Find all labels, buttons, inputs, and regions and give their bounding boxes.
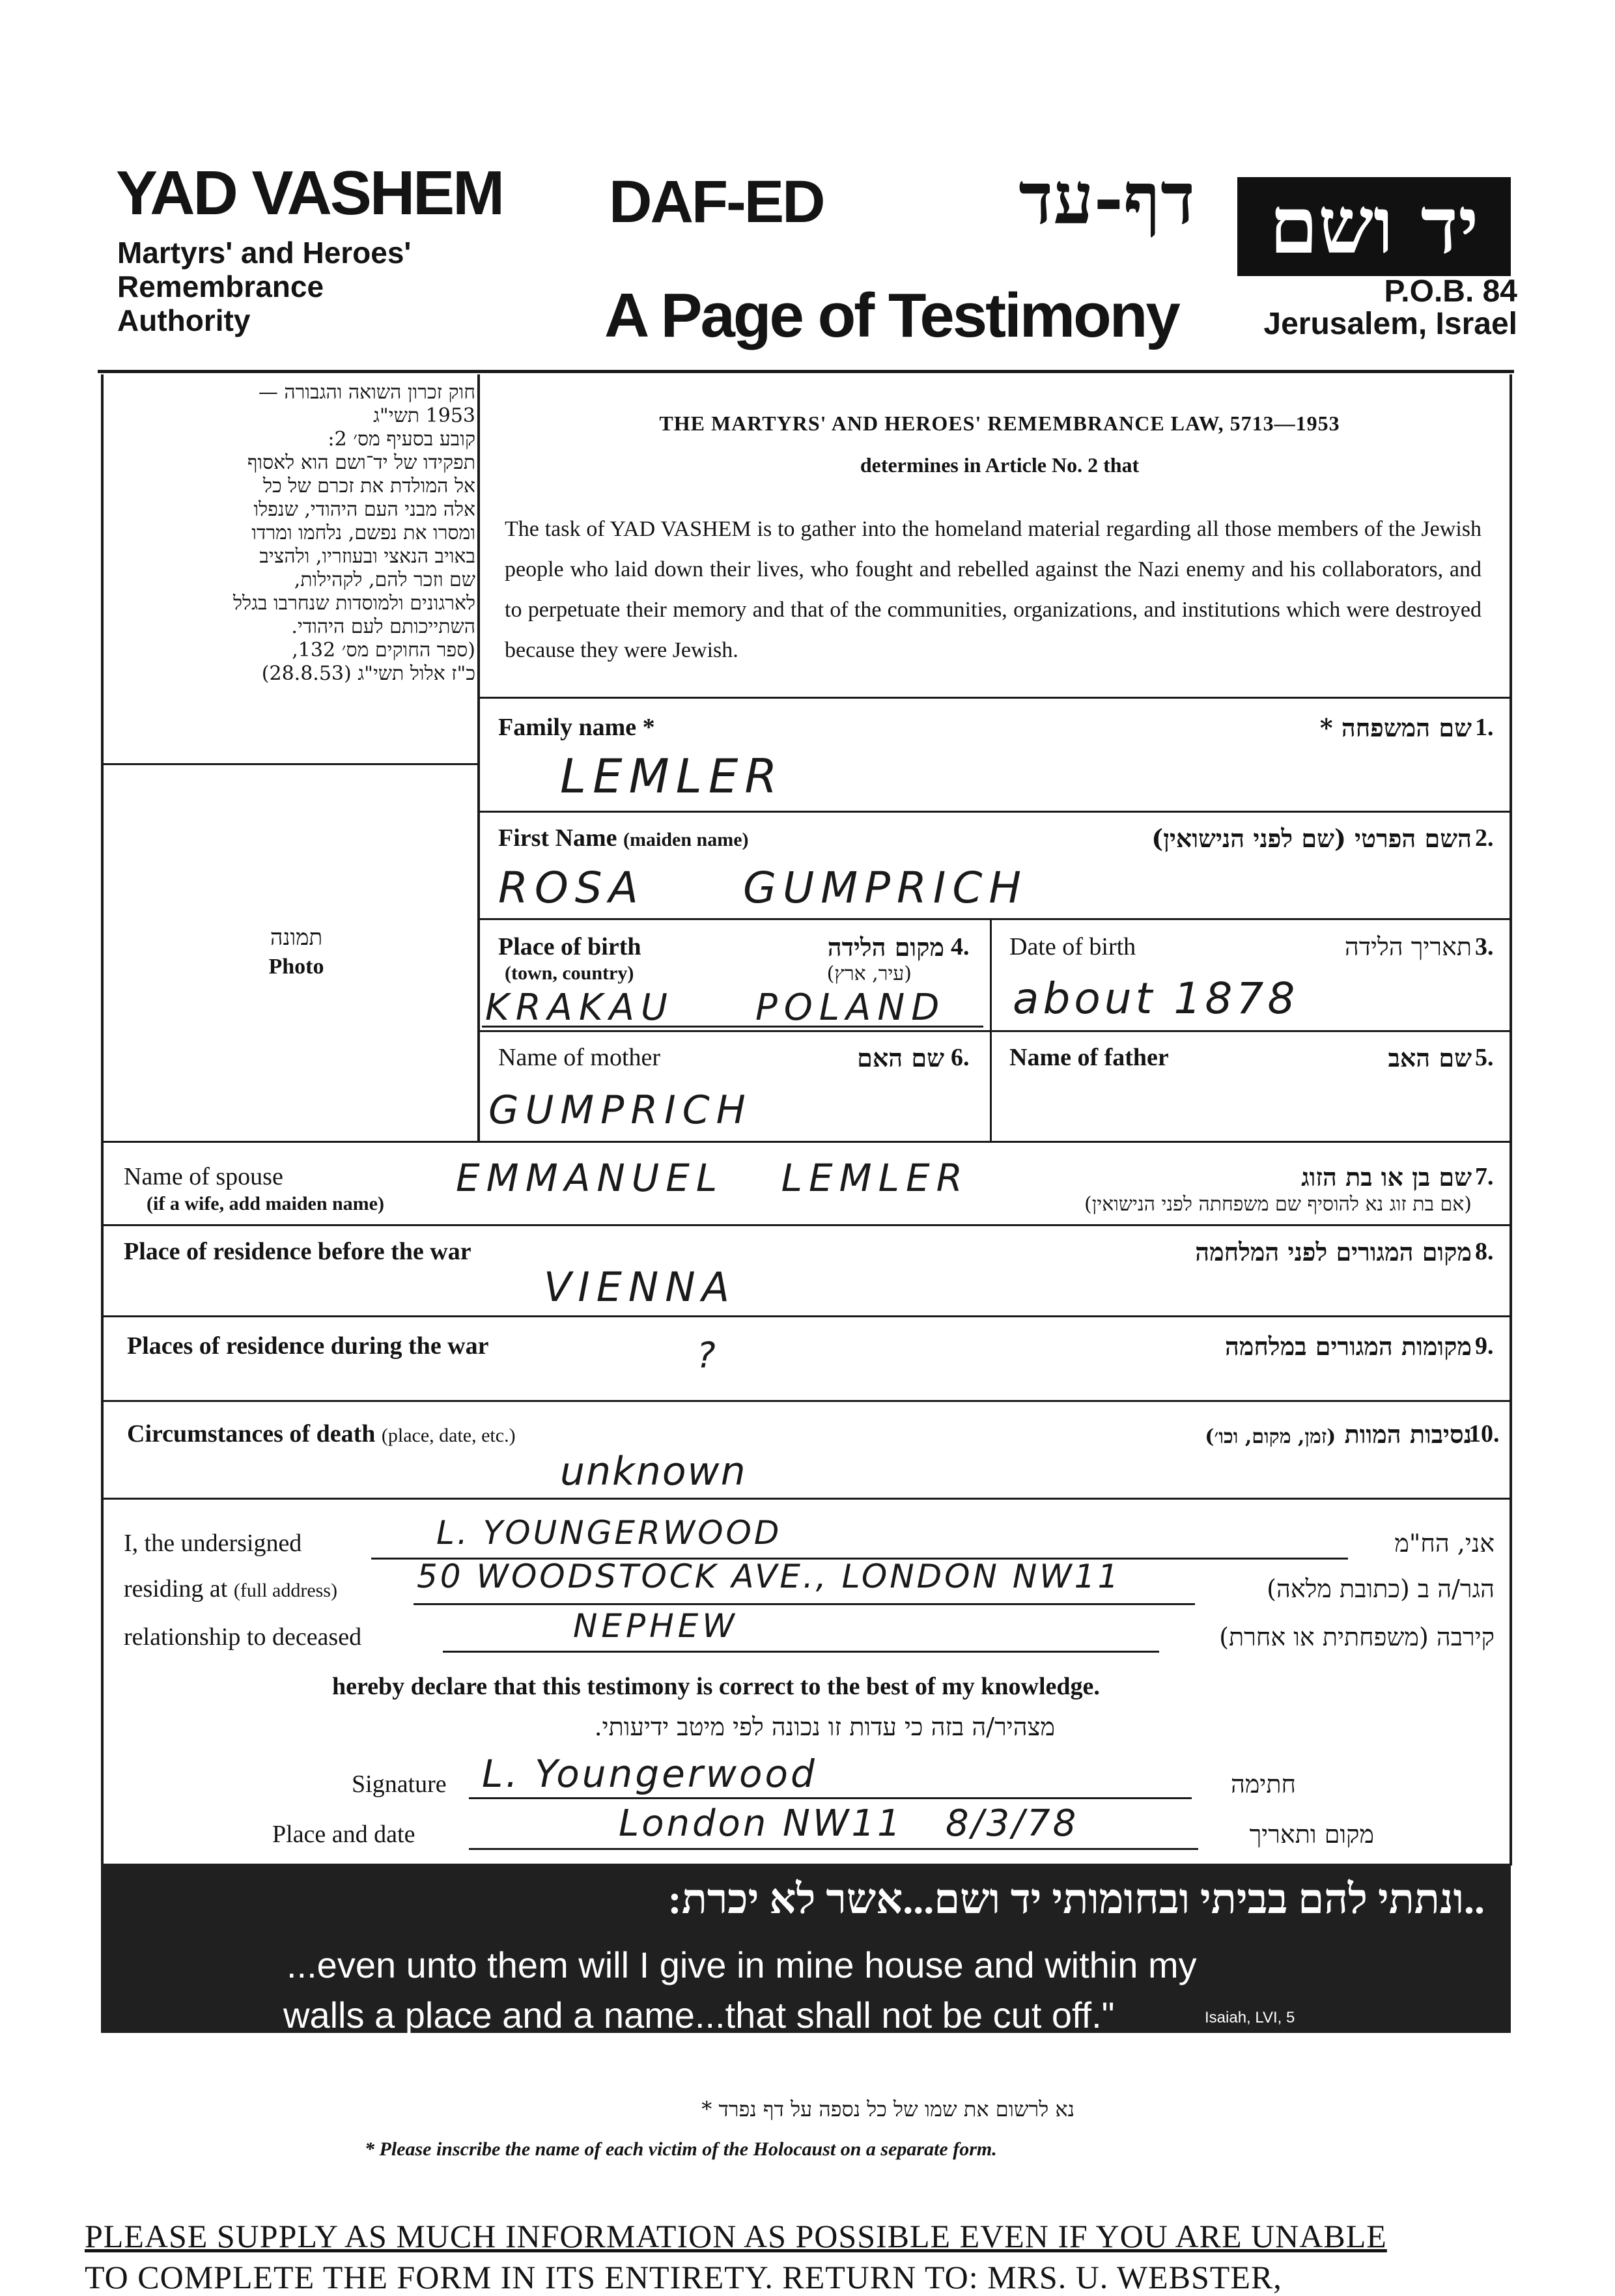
pob-address: P.O.B. 84 bbox=[1384, 274, 1517, 309]
first-name-label: First Name (maiden name) bbox=[498, 824, 749, 852]
relationship-underline bbox=[443, 1651, 1159, 1653]
address-value[interactable]: 50 WOODSTOCK AVE., LONDON NW11 bbox=[417, 1558, 1121, 1595]
undersigned-hebrew-label: אני, הח"מ bbox=[1394, 1529, 1495, 1558]
spouse-label: Name of spouse bbox=[124, 1163, 283, 1190]
law-title: THE MARTYRS' AND HEROES' REMEMBRANCE LAW, 5713—1953 bbox=[659, 412, 1340, 435]
row-divider-law bbox=[479, 697, 1511, 699]
org-subtitle: Martyrs' and Heroes' Remembrance Authority bbox=[117, 236, 412, 337]
first-name-value[interactable]: ROSA GUMPRICH bbox=[498, 863, 1028, 913]
daf-ed-title: DAF-ED bbox=[609, 169, 824, 235]
undersigned-label: I, the undersigned bbox=[124, 1530, 302, 1557]
place-of-birth-hebrew-sublabel: (עיר, ארץ) bbox=[826, 962, 912, 985]
residence-during-number: 9. bbox=[1475, 1332, 1494, 1360]
address-hebrew-label: הגר/ה ב (כתובת מלאה) bbox=[1267, 1575, 1495, 1603]
row-divider-4 bbox=[101, 1141, 1511, 1143]
note-hebrew: נא לרשום את שמו של כל נספה על דף נפרד * bbox=[701, 2097, 1074, 2121]
residence-during-hebrew-label: מקומות המגורים במלחמה bbox=[1225, 1332, 1472, 1361]
family-name-number: 1. bbox=[1475, 714, 1494, 741]
date-of-birth-value[interactable]: about 1878 bbox=[1013, 973, 1299, 1024]
death-value[interactable]: unknown bbox=[560, 1449, 747, 1494]
declaration-statement-hebrew: מצהיר/ה בזה כי עדות זו נכונה לפי מיטב ידיעותי. bbox=[594, 1713, 1055, 1741]
spouse-value[interactable]: EMMANUEL LEMLER bbox=[456, 1156, 969, 1200]
mother-value[interactable]: GUMPRICH bbox=[488, 1087, 752, 1133]
row-divider-6 bbox=[101, 1315, 1511, 1317]
law-hebrew-text: חוק זכרון השואה והגבורה — 1953 תשי"ג קובע בסעיף מס׳ 2: תפקידו של יד־ושם הוא לאסוף אל המולדת את זכרם של כל אלה מבני העם היהודי, שנפלו ומסרו את נפשם, נלחמו ומרדו באויב הנאצי ובעוזריו, ולהציב שם וזכר להם, לקהילות, לארגונים ולמוסדות שנחרבו בגלל השתייכותם לעם היהודי. (ספר החוקים מס׳ 132, כ"ז אלול תשי"ג (28.8.53) bbox=[233, 381, 475, 685]
yad-vashem-logo: יד ושם bbox=[1237, 177, 1511, 276]
date-of-birth-number: 3. bbox=[1475, 933, 1494, 960]
date-of-birth-hebrew-label: תאריך הלידה bbox=[1344, 932, 1472, 961]
photo-label: Photo bbox=[268, 955, 324, 979]
row-divider-8 bbox=[101, 1498, 1511, 1500]
law-photo-divider bbox=[101, 763, 479, 765]
relationship-label: relationship to deceased bbox=[124, 1623, 362, 1651]
law-body: The task of YAD VASHEM is to gather into the homeland material regarding all those members of the Jewish people who laid down their lives, who fought and rebelled against the Nazi enemy and his collaborators, and to perpetuate their memory and that of the communities, organizations, and institutions which were destroyed because they were Jewish. bbox=[505, 517, 1482, 662]
banner-quote-line-1: ...even unto them will I give in mine house and within my bbox=[287, 1944, 1197, 1985]
left-border bbox=[101, 374, 104, 1866]
signature-hebrew-label: חתימה bbox=[1230, 1770, 1296, 1799]
death-number: 10. bbox=[1468, 1420, 1500, 1448]
note-english: * Please inscribe the name of each victim of the Holocaust on a separate form. bbox=[365, 2138, 997, 2160]
signature-label: Signature bbox=[352, 1771, 447, 1798]
death-label: Circumstances of death (place, date, etc.) bbox=[127, 1420, 516, 1448]
row-divider-5 bbox=[101, 1224, 1511, 1226]
banner-reference: Isaiah, LVI, 5 bbox=[1205, 2009, 1295, 2026]
family-name-value[interactable]: LEMLER bbox=[560, 749, 784, 804]
row-divider-3 bbox=[479, 1030, 1511, 1032]
father-label: Name of father bbox=[1009, 1044, 1169, 1071]
date-of-birth-label: Date of birth bbox=[1009, 933, 1136, 960]
residence-before-value[interactable]: VIENNA bbox=[544, 1263, 737, 1311]
spouse-hebrew-label: שם בן או בת הזוג bbox=[1301, 1162, 1472, 1192]
residence-before-hebrew-label: מקום המגורים לפני המלחמה bbox=[1195, 1237, 1472, 1267]
relationship-value[interactable]: NEPHEW bbox=[573, 1607, 738, 1645]
law-subtitle: determines in Article No. 2 that bbox=[860, 453, 1140, 477]
undersigned-value[interactable]: L. YOUNGERWOOD bbox=[436, 1514, 782, 1552]
place-date-label: Place and date bbox=[272, 1821, 415, 1848]
supply-instructions-line-2: TO COMPLETE THE FORM IN ITS ENTIRETY. RETURN TO: MRS. U. WEBSTER, bbox=[85, 2259, 1282, 2295]
top-rule bbox=[98, 370, 1514, 373]
mother-label: Name of mother bbox=[498, 1044, 661, 1071]
place-date-hebrew-label: מקום ותאריך bbox=[1249, 1820, 1374, 1849]
page-title: A Page of Testimony bbox=[604, 281, 1179, 350]
first-name-hebrew-label: השם הפרטי (שם לפני הנישואין) bbox=[1151, 824, 1472, 853]
mother-number: 6. bbox=[951, 1044, 970, 1071]
spouse-number: 7. bbox=[1475, 1163, 1494, 1190]
supply-instructions-line-1: PLEASE SUPPLY AS MUCH INFORMATION AS POSSIBLE EVEN IF YOU ARE UNABLE bbox=[85, 2218, 1387, 2254]
place-of-birth-hebrew-label: מקום הלידה bbox=[827, 932, 944, 962]
signature-value[interactable]: L. Youngerwood bbox=[482, 1752, 817, 1796]
residence-before-number: 8. bbox=[1475, 1238, 1494, 1265]
address-underline bbox=[414, 1603, 1195, 1605]
relationship-hebrew-label: קירבה (משפחתית או אחרת) bbox=[1219, 1623, 1495, 1651]
declaration-statement: hereby declare that this testimony is correct to the best of my knowledge. bbox=[332, 1673, 1100, 1700]
row-divider-7 bbox=[101, 1400, 1511, 1402]
first-name-number: 2. bbox=[1475, 824, 1494, 852]
org-name: YAD VASHEM bbox=[116, 158, 503, 228]
father-hebrew-label: שם האב bbox=[1388, 1043, 1472, 1072]
daf-ed-hebrew-title: דף-עד bbox=[1018, 156, 1195, 240]
place-date-value[interactable]: London NW11 8/3/78 bbox=[619, 1802, 1079, 1845]
place-date-underline bbox=[469, 1848, 1198, 1850]
place-of-birth-label: Place of birth bbox=[498, 933, 641, 960]
place-of-birth-town-value[interactable]: KRAKAU bbox=[485, 987, 674, 1029]
death-hebrew-label: נסיבות המוות (זמן, מקום, וכו׳) bbox=[1205, 1420, 1472, 1449]
city-address: Jerusalem, Israel bbox=[1263, 307, 1517, 341]
left-column-divider bbox=[477, 374, 480, 1143]
photo-label-hebrew: תמונה bbox=[270, 925, 323, 951]
banner-quote-line-2: walls a place and a name...that shall not be cut off." bbox=[283, 1995, 1115, 2036]
banner-hebrew-quote: ..ונתתי להם בביתי ובחומותי יד ושם...אשר לא יכרת: bbox=[667, 1876, 1485, 1922]
place-of-birth-sublabel: (town, country) bbox=[505, 962, 634, 984]
father-number: 5. bbox=[1475, 1044, 1494, 1071]
spouse-sublabel: (if a wife, add maiden name) bbox=[147, 1193, 384, 1214]
place-of-birth-country-value[interactable]: POLAND bbox=[755, 987, 946, 1029]
row-divider-1 bbox=[479, 811, 1511, 813]
place-of-birth-underline bbox=[482, 1026, 983, 1028]
residence-during-value[interactable]: ? bbox=[697, 1335, 722, 1376]
right-border bbox=[1510, 374, 1512, 1866]
spouse-hebrew-sublabel: (אם בת זוג נא להוסיף שם משפחתה לפני הנישואין) bbox=[1084, 1193, 1472, 1216]
mother-hebrew-label: שם האם bbox=[857, 1043, 944, 1072]
residence-during-label: Places of residence during the war bbox=[127, 1332, 489, 1360]
row-divider-2 bbox=[479, 918, 1511, 920]
family-name-label: Family name * bbox=[498, 714, 655, 741]
residence-before-label: Place of residence before the war bbox=[124, 1238, 471, 1265]
address-label: residing at (full address) bbox=[124, 1575, 337, 1603]
place-of-birth-number: 4. bbox=[951, 933, 970, 960]
family-name-hebrew-label: שם המשפחה * bbox=[1319, 713, 1472, 742]
signature-underline bbox=[469, 1797, 1192, 1799]
